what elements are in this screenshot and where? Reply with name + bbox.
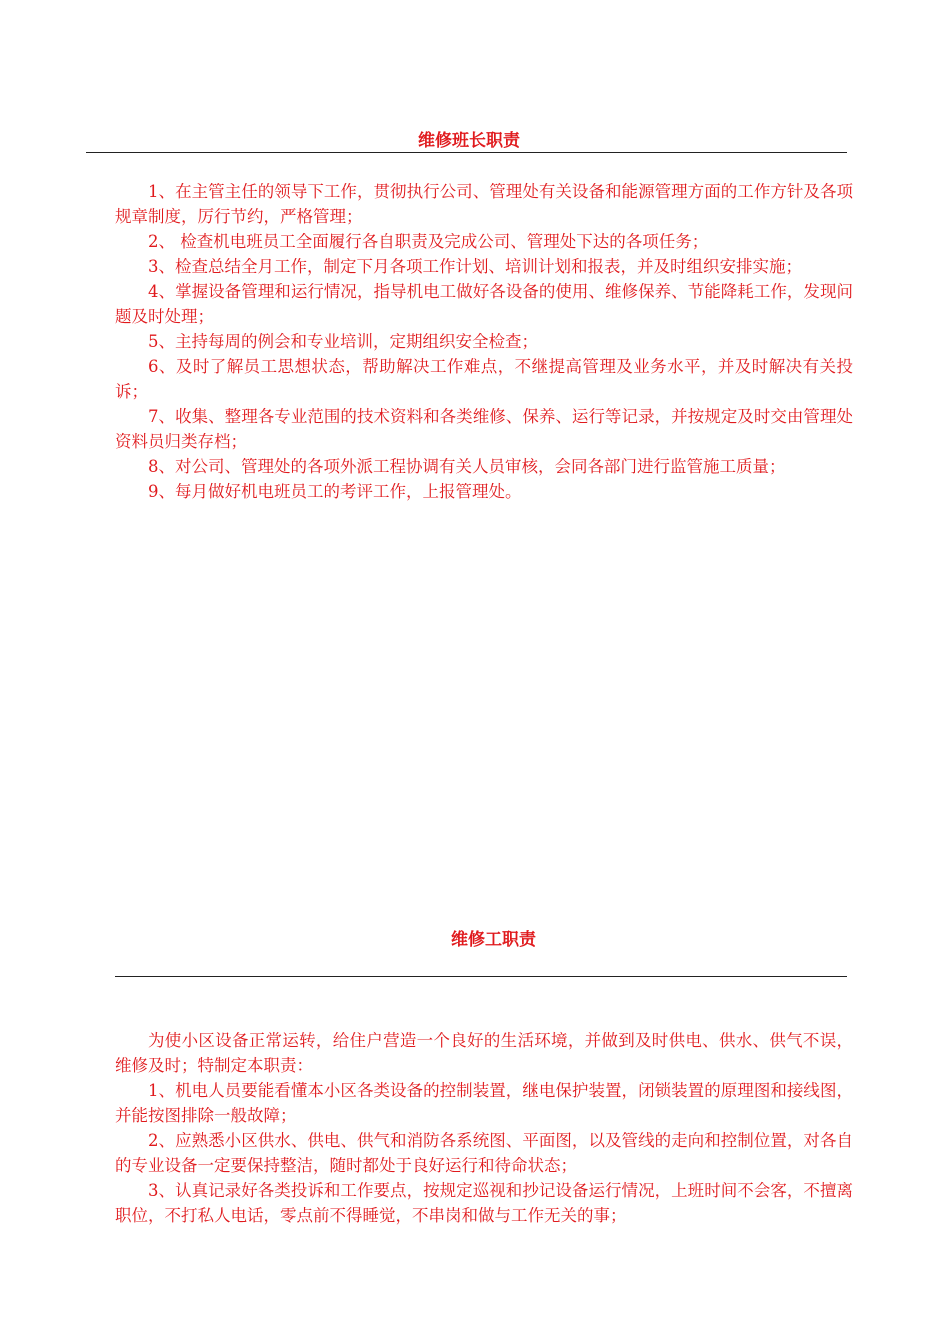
section1-item-4: 4、掌握设备管理和运行情况，指导机电工做好各设备的使用、维修保养、节能降耗工作，发现问题及时处理； [115,282,853,326]
section1-item-7: 7、收集、整理各专业范围的技术资料和各类维修、保养、运行等记录，并按规定及时交由管理处资料员归类存档； [115,407,853,451]
section1-item-2: 2、 检查机电班员工全面履行各自职责及完成公司、管理处下达的各项任务； [148,232,709,251]
section2-intro: 为使小区设备正常运转，给住户营造一个良好的生活环境，并做到及时供电、供水、供气不误，维修及时；特制定本职责： [115,1031,853,1075]
section1-rule [86,152,847,153]
section1-item-1: 1、在主管主任的领导下工作，贯彻执行公司、管理处有关设备和能源管理方面的工作方针及各项规章制度，厉行节约，严格管理； [115,182,853,226]
section2-item-2: 2、应熟悉小区供水、供电、供气和消防各系统图、平面图，以及管线的走向和控制位置，对各自的专业设备一定要保持整洁，随时都处于良好运行和待命状态； [115,1131,853,1175]
section2-rule [115,976,847,977]
section2-title: 维修工职责 [451,930,536,950]
section1-item-9: 9、每月做好机电班员工的考评工作，上报管理处。 [148,482,522,501]
section2-body [115,1028,853,1228]
section1-item-6: 6、及时了解员工思想状态，帮助解决工作难点，不继提高管理及业务水平，并及时解决有关投诉； [115,357,853,401]
section1-item-8: 8、对公司、管理处的各项外派工程协调有关人员审核，会同各部门进行监管施工质量； [148,457,786,476]
section2-item-3: 3、认真记录好各类投诉和工作要点，按规定巡视和抄记设备运行情况，上班时间不会客，不擅离职位，不打私人电话，零点前不得睡觉，不串岗和做与工作无关的事； [115,1181,853,1225]
section1-item-3: 3、检查总结全月工作，制定下月各项工作计划、培训计划和报表，并及时组织安排实施； [148,257,802,276]
section1-item-5: 5、主持每周的例会和专业培训，定期组织安全检查； [148,332,538,351]
section2-item-1: 1、机电人员要能看懂本小区各类设备的控制装置，继电保护装置，闭锁装置的原理图和接线图，并能按图排除一般故障； [115,1081,853,1125]
section1-title: 维修班长职责 [418,131,520,151]
section1-body [115,179,853,504]
